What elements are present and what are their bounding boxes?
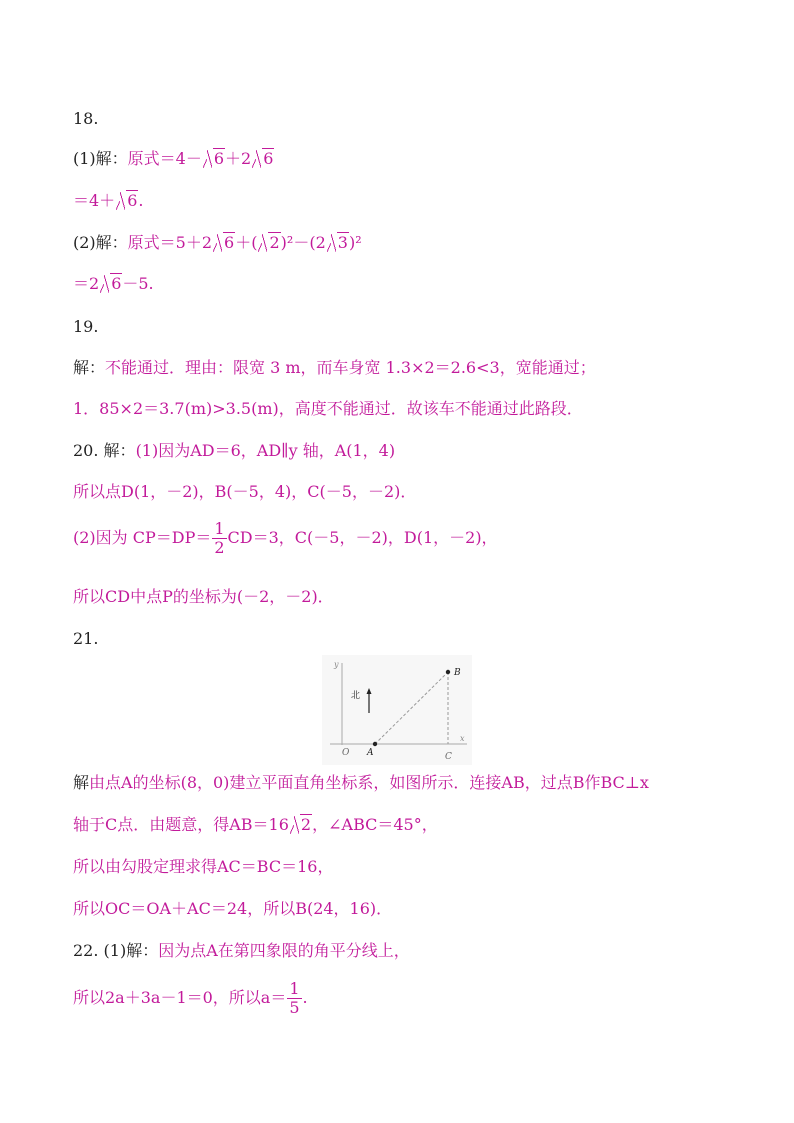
point-b — [446, 670, 450, 674]
point-c-label: C — [445, 752, 452, 762]
q20-line-4: 所以CD中点P的坐标为(－2，－2)． — [73, 587, 334, 606]
q19-l1-prefix: 解： — [73, 358, 106, 377]
sqrt-6: 6 — [116, 190, 138, 212]
q18-line-1 — [73, 148, 274, 170]
point-a — [373, 742, 377, 746]
y-axis-label: y — [334, 660, 339, 669]
fraction-one-fifth: $\frac{1}{5}$ — [289, 979, 300, 1017]
q19-line-1 — [73, 357, 596, 379]
q22-line-1 — [73, 940, 410, 962]
q22-number: 22. — [73, 941, 99, 960]
sqrt-6: 6 — [252, 148, 274, 170]
point-a-label: A — [367, 748, 374, 758]
q20-line-2: 所以点D(1，－2)，B(－5，4)，C(－5，－2)． — [73, 482, 417, 501]
q22-l1-prefix: (1)解： — [103, 941, 159, 960]
q18-line-4: ＝2 6－5. — [73, 274, 154, 293]
q21-number: 21. — [73, 629, 99, 648]
q20-l1-text: (1)因为AD＝6，AD∥y 轴，A(1，4) — [135, 441, 396, 460]
q21-l1-prefix: 解 — [73, 773, 90, 792]
point-b-label: B — [454, 668, 461, 678]
sqrt-6: 6 — [203, 148, 225, 170]
fraction-one-half: $\frac{1}{2}$ — [214, 519, 225, 557]
sqrt-2: 2 — [290, 814, 312, 836]
sqrt-6: 6 — [100, 273, 122, 295]
q20-line-3: (2)因为 CP＝DP＝ $\frac{1}{2}$ CD＝3，C(－5，－2)，D(1，－2)， — [73, 519, 498, 557]
q20-number: 20. — [73, 441, 99, 460]
q21-line-2: 轴于C点．由题意，得AB＝16 2，∠ABC＝45°， — [73, 815, 438, 834]
q18-l1-prefix: (1)解： — [73, 149, 128, 168]
coordinate-figure — [322, 655, 472, 765]
sqrt-6: 6 — [213, 232, 235, 254]
q18-line-3 — [73, 232, 362, 254]
q21-line-4: 所以OC＝OA＋AC＝24，所以B(24，16)． — [73, 899, 393, 918]
q20-line-1 — [73, 440, 395, 462]
q22-l1-text: 因为点A在第四象限的角平分线上， — [158, 941, 410, 960]
q18-number: 18. — [73, 109, 99, 128]
q21-line-3: 所以由勾股定理求得AC＝BC＝16， — [73, 857, 334, 876]
q21-l1-text: 由点A的坐标(8，0)建立平面直角坐标系，如图所示．连接AB，过点B作BC⊥x — [89, 773, 649, 792]
x-axis-label: x — [460, 734, 465, 743]
q19-l1-text: 不能通过．理由：限宽 3 m，而车身宽 1.3×2＝2.6<3，宽能通过； — [105, 358, 596, 377]
q18-l3-expression: 原式＝5＋2 6＋( 2)²－(2 3)² — [127, 233, 362, 252]
sqrt-3: 3 — [327, 232, 349, 254]
q18-l1-text-a: 原式＝4－ 6＋2 6 — [127, 149, 274, 168]
q18-line-2: ＝4＋ 6. — [73, 191, 144, 210]
q21-line-1 — [73, 772, 649, 794]
q19-number: 19. — [73, 317, 99, 336]
sqrt-2: 2 — [258, 232, 280, 254]
q19-line-2: 1．85×2＝3.7(m)>3.5(m)，高度不能通过．故该车不能通过此路段． — [73, 399, 583, 418]
q20-l1-prefix: 解： — [103, 441, 136, 460]
q18-l3-prefix: (2)解： — [73, 233, 128, 252]
north-label: 北 — [351, 691, 361, 701]
q22-line-2: 所以2a＋3a－1＝0，所以a＝ $\frac{1}{5}$ . — [73, 979, 308, 1017]
origin-label: O — [342, 748, 350, 758]
